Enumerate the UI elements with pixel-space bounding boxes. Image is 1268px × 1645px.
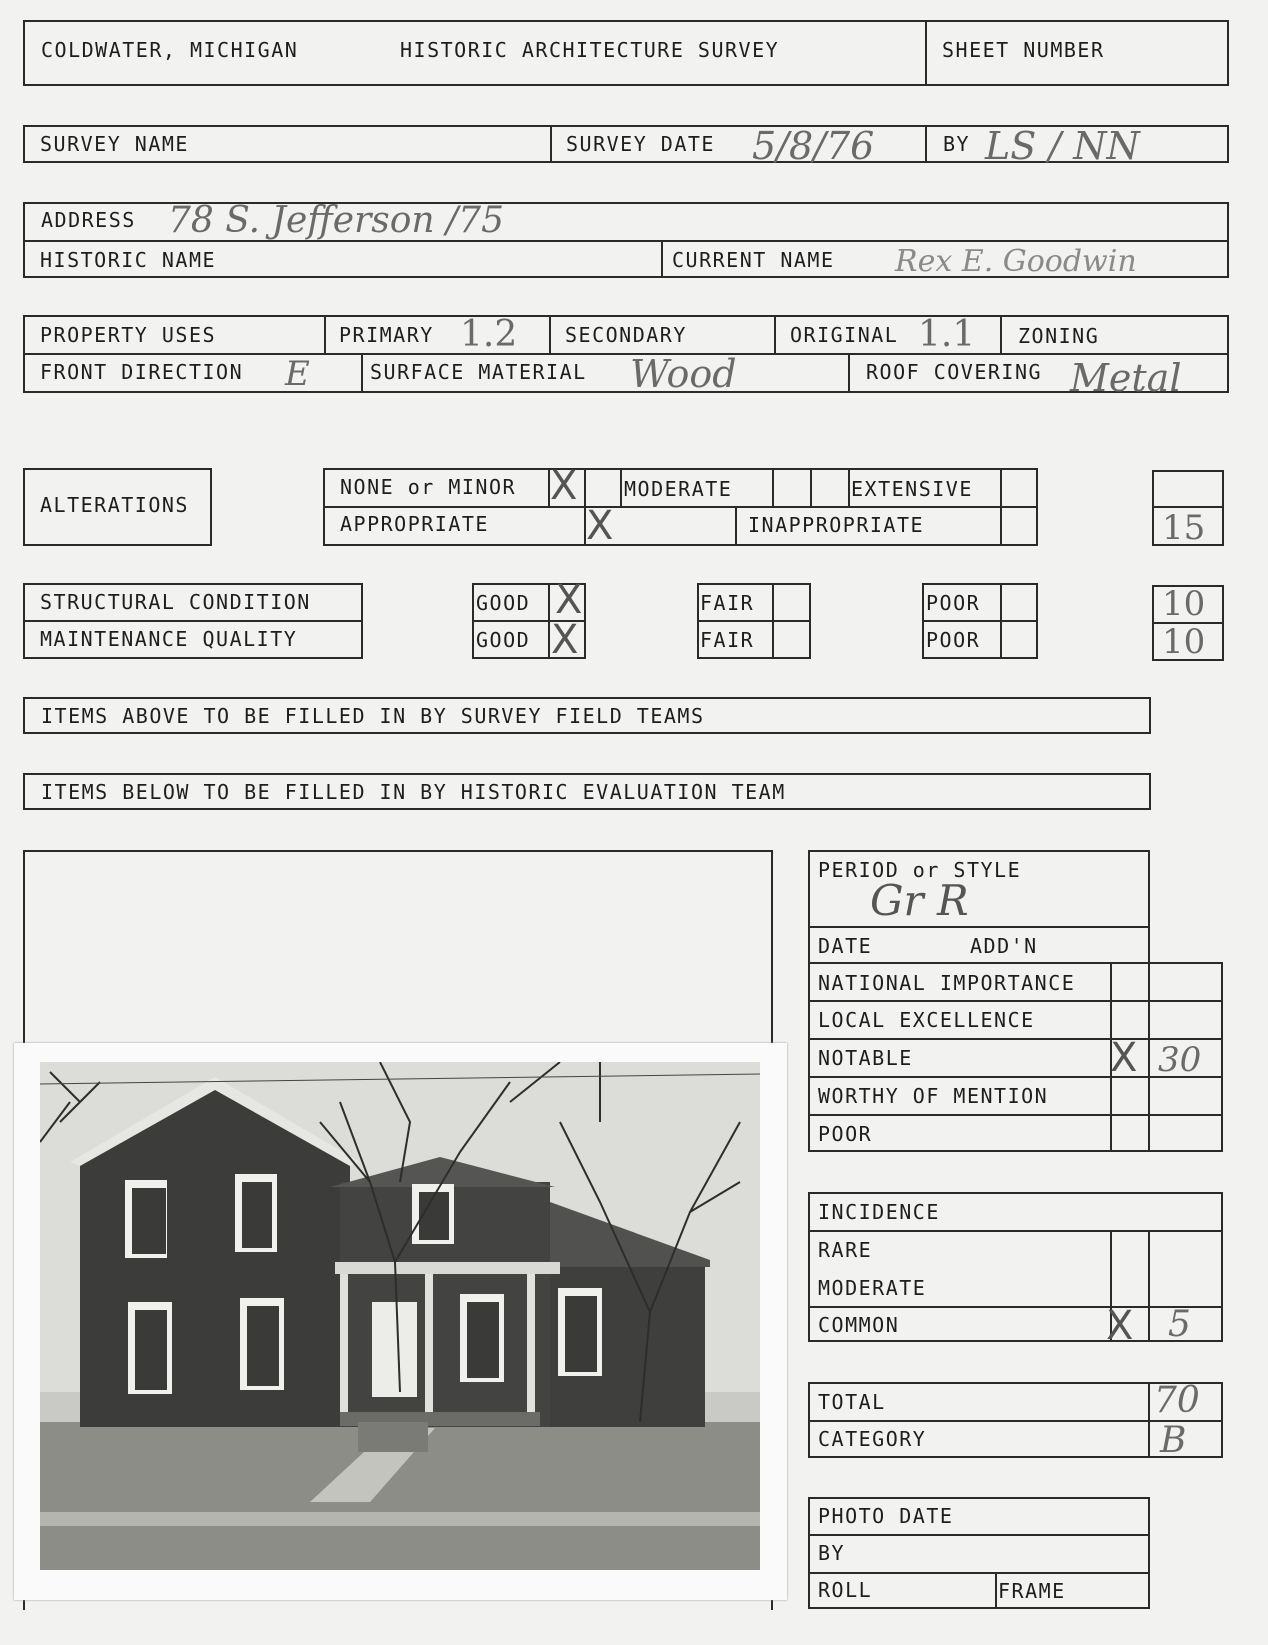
survey-date-label: SURVEY DATE: [566, 132, 715, 156]
alt-v6: [848, 468, 850, 506]
zoning-label: ZONING: [1018, 324, 1100, 348]
moderate-incidence-label: MODERATE: [818, 1276, 927, 1300]
poor-importance-label: POOR: [818, 1122, 873, 1146]
common-label: COMMON: [818, 1313, 900, 1337]
alt-v7: [735, 506, 737, 546]
local-excellence-label: LOCAL EXCELLENCE: [818, 1008, 1035, 1032]
survey-name-label: SURVEY NAME: [40, 132, 189, 156]
maintenance-quality-label: MAINTENANCE QUALITY: [40, 627, 298, 651]
historic-name-label: HISTORIC NAME: [40, 248, 217, 272]
structural-poor-label: POOR: [926, 591, 981, 615]
survey-divider-2: [925, 125, 927, 163]
photo-h2: [808, 1572, 1150, 1574]
prop-div-6: [848, 353, 850, 393]
structural-fair-label: FAIR: [700, 591, 755, 615]
maintenance-score: 10: [1162, 622, 1206, 662]
photo-by-label: BY: [818, 1541, 846, 1565]
appropriate-check: X: [586, 503, 614, 549]
roof-covering-label: ROOF COVERING: [866, 360, 1043, 384]
structural-condition-label: STRUCTURAL CONDITION: [40, 590, 311, 614]
total-value: 70: [1154, 1380, 1200, 1421]
cond-label-div: [23, 620, 363, 622]
appropriate-label: APPROPRIATE: [340, 512, 489, 536]
none-minor-check: X: [550, 463, 578, 509]
alt-row-div: [323, 506, 1038, 508]
photo-card: [14, 1043, 787, 1600]
primary-label: PRIMARY: [339, 323, 434, 347]
maintenance-good-label: GOOD: [476, 628, 531, 652]
secondary-label: SECONDARY: [565, 323, 687, 347]
current-name-divider: [661, 240, 663, 278]
survey-by-label: BY: [943, 132, 971, 156]
worthy-of-mention-label: WORTHY OF MENTION: [818, 1084, 1049, 1108]
alt-v8: [1000, 468, 1002, 546]
structural-good-check: X: [555, 577, 583, 623]
header-divider: [925, 20, 927, 86]
structural-score: 10: [1162, 584, 1206, 624]
moderate-label: MODERATE: [624, 477, 733, 501]
common-score: 5: [1168, 1304, 1191, 1345]
notable-score: 30: [1158, 1040, 1202, 1080]
frame-label: FRAME: [998, 1579, 1066, 1603]
prop-div-5: [361, 353, 363, 393]
category-value: B: [1160, 1420, 1187, 1461]
prop-div-4: [1000, 315, 1002, 353]
current-name-value: Rex E. Goodwin: [895, 244, 1137, 279]
field-team-note: ITEMS ABOVE TO BE FILLED IN BY SURVEY FIELD TEAMS: [41, 704, 705, 728]
national-importance-label: NATIONAL IMPORTANCE: [818, 971, 1076, 995]
none-minor-label: NONE or MINOR: [340, 475, 517, 499]
poor-v: [1000, 583, 1002, 659]
prop-div-1: [324, 315, 326, 353]
maintenance-good-check: X: [551, 617, 579, 663]
total-v: [1148, 1382, 1150, 1458]
survey-date-value: 5/8/76: [752, 124, 875, 168]
primary-value: 1.2: [460, 314, 518, 355]
imp-h1: [808, 1000, 1223, 1002]
total-label: TOTAL: [818, 1390, 886, 1414]
rare-label: RARE: [818, 1238, 873, 1262]
inc-v2: [1148, 1230, 1150, 1342]
photo-v1: [995, 1572, 997, 1609]
extensive-label: EXTENSIVE: [851, 477, 973, 501]
maintenance-poor-label: POOR: [926, 628, 981, 652]
incidence-label: INCIDENCE: [818, 1200, 940, 1224]
imp-h4: [808, 1114, 1223, 1116]
address-value: 78 S. Jefferson /75: [168, 200, 504, 241]
roll-label: ROLL: [818, 1578, 873, 1602]
imp-v2: [1148, 962, 1150, 1152]
photo-h1: [808, 1534, 1150, 1536]
photo-date-label: PHOTO DATE: [818, 1504, 954, 1528]
form-title: HISTORIC ARCHITECTURE SURVEY: [400, 38, 780, 62]
original-value: 1.1: [918, 314, 976, 355]
notable-label: NOTABLE: [818, 1046, 913, 1070]
common-check: X: [1106, 1303, 1134, 1349]
period-value: Gr R: [870, 876, 969, 925]
alt-v4: [772, 468, 774, 506]
prop-div-3: [774, 315, 776, 353]
structural-good-label: GOOD: [476, 591, 531, 615]
period-label: PERIOD or STYLE: [818, 858, 1022, 882]
front-direction-label: FRONT DIRECTION: [40, 360, 244, 384]
good-v: [548, 583, 550, 659]
period-div: [808, 926, 1150, 928]
surface-material-value: Wood: [630, 352, 737, 396]
evaluation-team-note: ITEMS BELOW TO BE FILLED IN BY HISTORIC EVALUATION TEAM: [41, 780, 786, 804]
notable-check: X: [1110, 1035, 1138, 1081]
inc-h2: [808, 1306, 1223, 1308]
prop-div-2: [549, 315, 551, 353]
sheet-number-label: SHEET NUMBER: [942, 38, 1105, 62]
addn-label: ADD'N: [970, 934, 1038, 958]
alt-v5: [810, 468, 812, 506]
house-photo: [40, 1062, 760, 1570]
roof-covering-value: Metal: [1070, 356, 1182, 400]
survey-by-value: LS / NN: [985, 124, 1140, 168]
survey-divider-1: [550, 125, 552, 163]
fair-div: [697, 620, 811, 622]
address-label: ADDRESS: [41, 208, 136, 232]
original-label: ORIGINAL: [790, 323, 899, 347]
surface-material-label: SURFACE MATERIAL: [370, 360, 587, 384]
current-name-label: CURRENT NAME: [672, 248, 835, 272]
poor-div: [922, 620, 1038, 622]
alterations-label: ALTERATIONS: [40, 493, 189, 517]
city-label: COLDWATER, MICHIGAN: [41, 38, 299, 62]
inappropriate-label: INAPPROPRIATE: [748, 513, 925, 537]
property-uses-label: PROPERTY USES: [40, 323, 217, 347]
property-row-divider: [23, 353, 1229, 355]
date-label: DATE: [818, 934, 873, 958]
maintenance-fair-label: FAIR: [700, 628, 755, 652]
alt-v3: [620, 468, 622, 506]
alterations-score: 15: [1162, 508, 1206, 548]
category-label: CATEGORY: [818, 1427, 927, 1451]
inc-h1: [808, 1230, 1223, 1232]
front-direction-value: E: [285, 354, 310, 394]
fair-v: [772, 583, 774, 659]
